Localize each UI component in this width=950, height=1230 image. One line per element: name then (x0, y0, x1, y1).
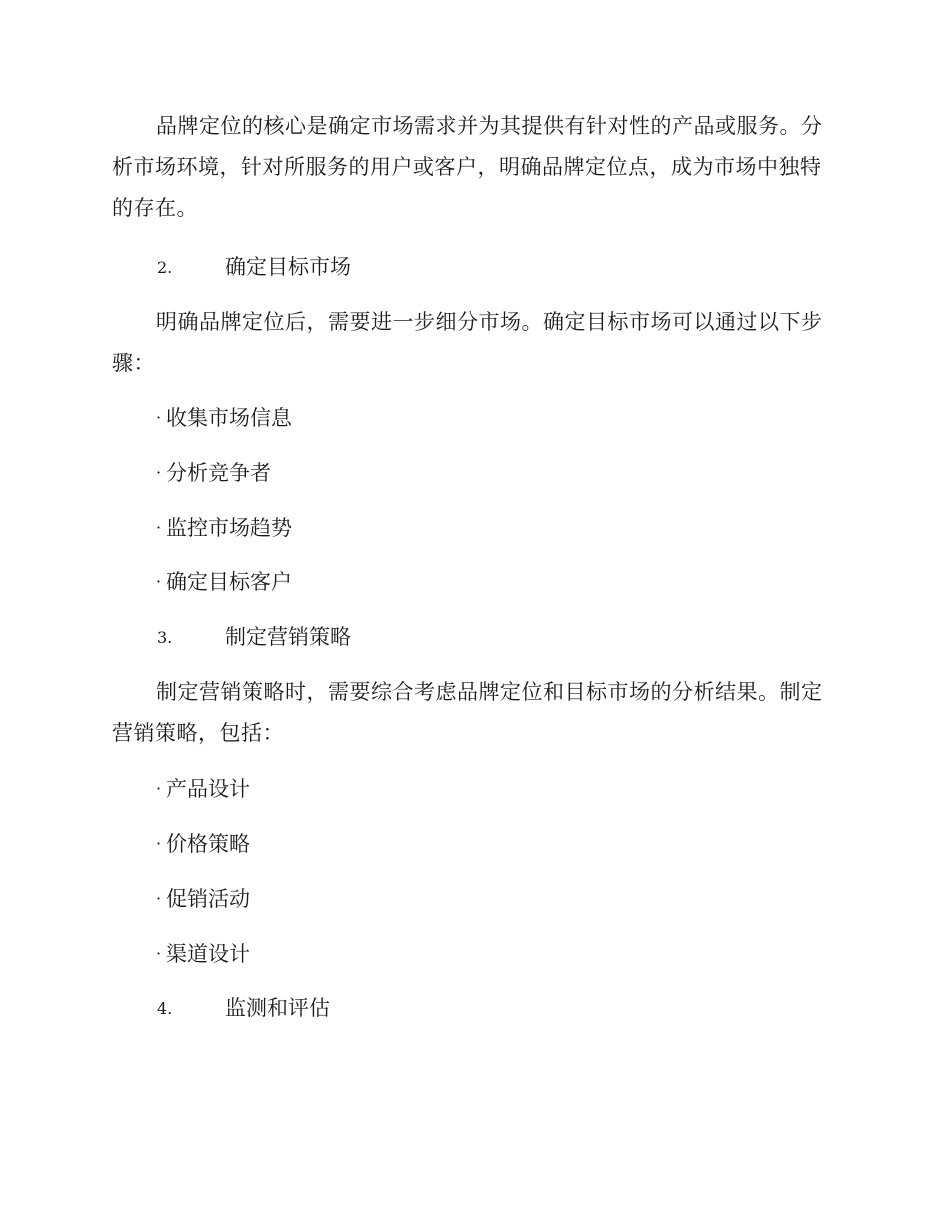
list-item (156, 513, 292, 543)
list-item-text: 确定目标客户 (166, 570, 292, 594)
list-item (156, 458, 271, 488)
bullet-marker: · (156, 518, 162, 537)
paragraph-target-market: 明确品牌定位后，需要进一步细分市场。确定目标市场可以通过以下步骤： (112, 310, 823, 375)
section-title: 制定营销策略 (225, 625, 351, 649)
list-item (156, 829, 250, 859)
section-number: 2. (157, 258, 173, 277)
list-item-text: 收集市场信息 (166, 406, 292, 430)
section-number: 3. (157, 628, 173, 647)
bullet-marker: · (156, 408, 162, 427)
section-heading-2 (157, 252, 351, 283)
list-item-text: 价格策略 (166, 832, 250, 856)
section-title: 确定目标市场 (225, 255, 351, 279)
bullet-marker: · (156, 889, 162, 908)
list-item (156, 567, 292, 597)
list-item-text: 分析竞争者 (166, 461, 271, 485)
section-heading-3 (157, 622, 351, 653)
list-item (156, 884, 250, 914)
bullet-marker: · (156, 463, 162, 482)
bullet-marker: · (156, 834, 162, 853)
list-item (156, 774, 250, 804)
list-item (156, 403, 292, 433)
section-title: 监测和评估 (225, 996, 330, 1020)
list-item (156, 939, 250, 969)
paragraph-marketing-strategy: 制定营销策略时，需要综合考虑品牌定位和目标市场的分析结果。制定营销策略，包括： (112, 680, 823, 745)
section-number: 4. (157, 999, 173, 1018)
bullet-marker: · (156, 572, 162, 591)
section-heading-4 (157, 993, 330, 1024)
list-item-text: 渠道设计 (166, 942, 250, 966)
list-item-text: 促销活动 (166, 887, 250, 911)
paragraph-brand-positioning: 品牌定位的核心是确定市场需求并为其提供有针对性的产品或服务。分析市场环境，针对所服务的用户或客户，明确品牌定位点，成为市场中独特的存在。 (112, 114, 823, 220)
bullet-marker: · (156, 779, 162, 798)
list-item-text: 监控市场趋势 (166, 516, 292, 540)
list-item-text: 产品设计 (166, 777, 250, 801)
bullet-marker: · (156, 944, 162, 963)
